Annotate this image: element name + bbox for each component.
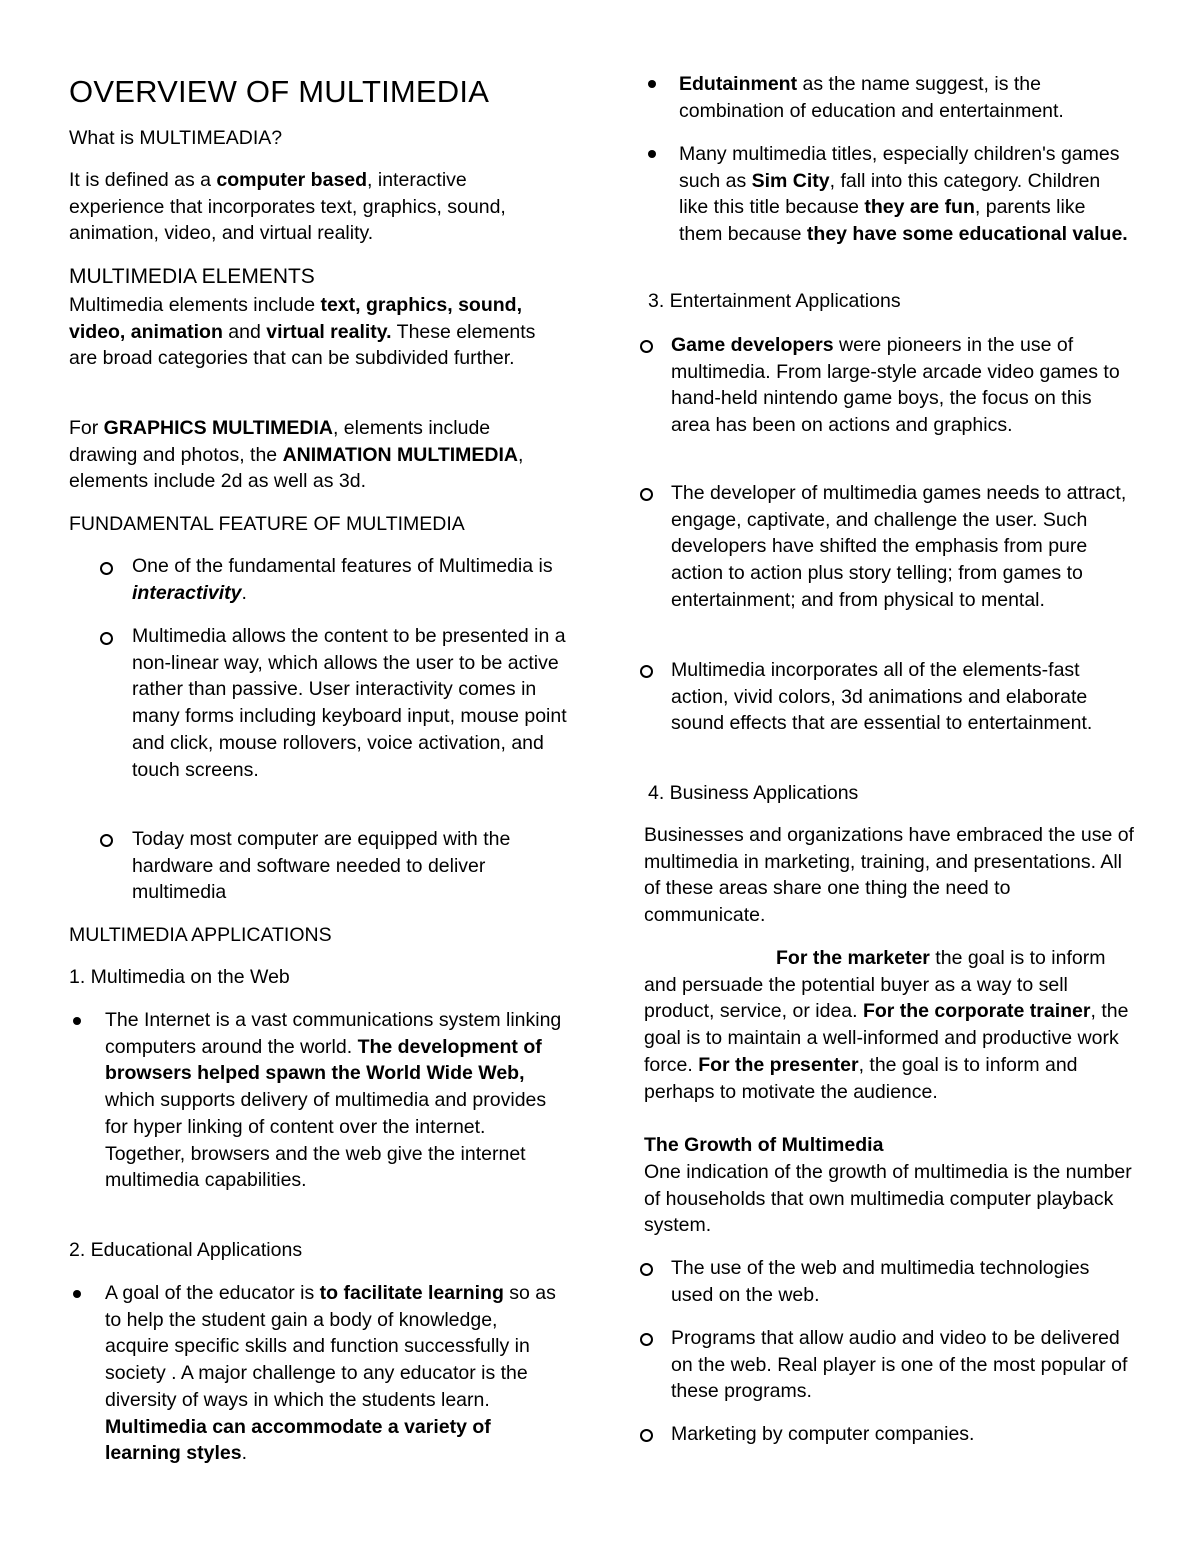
entertainment-item-3: Multimedia incorporates all of the elements-fast action, vivid colors, 3d animations and elaborate sound effects that are essential to entertainment. — [671, 659, 1093, 735]
growth-heading: The Growth of Multimedia — [644, 1134, 884, 1156]
web-heading: 1. Multimedia on the Web — [69, 966, 290, 988]
ring-bullet-icon — [640, 665, 653, 678]
bullet-dot-icon — [648, 150, 656, 158]
bullet-dot-icon — [73, 1290, 81, 1298]
business-paragraph: Businesses and organizations have embraced the use of multimedia in marketing, training, and presentations. All of these areas share one thing the need to communicate. — [644, 824, 1134, 927]
edutainment-item: Edutainment as the name suggest, is the combination of education and entertainment. — [679, 73, 1064, 122]
graphics-paragraph: For GRAPHICS MULTIMEDIA, elements include drawing and photos, the ANIMATION MULTIMEDIA, elements include 2d as well as 3d. — [69, 417, 524, 493]
entertainment-heading: 3. Entertainment Applications — [648, 290, 901, 312]
growth-paragraph: One indication of the growth of multimedia is the number of households that own multimedia computer playback system. — [644, 1161, 1132, 1237]
growth-item-3: Marketing by computer companies. — [671, 1423, 975, 1445]
ring-bullet-icon — [640, 488, 653, 501]
feature-heading: FUNDAMENTAL FEATURE OF MULTIMEDIA — [69, 513, 465, 535]
entertainment-item-2: The developer of multimedia games needs to attract, engage, captivate, and challenge the user. Such developers have shifted the emphasis from pure action to action plus story telling; from games to entertainment; and from physical to mental. — [671, 482, 1127, 611]
ring-bullet-icon — [640, 1429, 653, 1442]
definition-paragraph: It is defined as a computer based, interactive experience that incorporates text, graphics, sound, animation, video, and virtual reality. — [69, 169, 506, 245]
bullet-dot-icon — [73, 1017, 81, 1025]
business-heading: 4. Business Applications — [648, 782, 859, 804]
web-item: The Internet is a vast communications system linking computers around the world. The development of browsers helped spawn the World Wide Web, which supports delivery of multimedia and provides for hyper linking of content over the internet. Together, browsers and the web give the internet multimedia capabilities. — [105, 1009, 562, 1192]
educational-heading: 2. Educational Applications — [69, 1239, 303, 1261]
document-title: OVERVIEW OF MULTIMEDIA — [69, 74, 490, 109]
elements-heading: MULTIMEDIA ELEMENTS — [69, 265, 315, 288]
entertainment-item-1: Game developers were pioneers in the use of multimedia. From large-style arcade video games to hand-held nintendo game boys, the focus on this area has been on actions and graphics. — [671, 334, 1120, 437]
feature-item-1: One of the fundamental features of Multimedia is interactivity. — [132, 555, 553, 604]
ring-bullet-icon — [640, 340, 653, 353]
question-line: What is MULTIMEADIA? — [69, 127, 283, 149]
feature-item-2: Multimedia allows the content to be presented in a non-linear way, which allows the user to be active rather than passive. User interactivity comes in many forms including keyboard input, mouse point and click, mouse rollovers, voice activation, and touch screens. — [132, 625, 567, 781]
ring-bullet-icon — [640, 1333, 653, 1346]
ring-bullet-icon — [640, 1263, 653, 1276]
growth-item-2: Programs that allow audio and video to be delivered on the web. Real player is one of the most popular of these programs. — [671, 1327, 1128, 1403]
feature-item-3: Today most computer are equipped with the hardware and software needed to deliver multimedia — [132, 828, 511, 904]
elements-paragraph: Multimedia elements include text, graphics, sound, video, animation and virtual reality. These elements are broad categories that can be subdivided further. — [69, 294, 536, 370]
ring-bullet-icon — [100, 834, 113, 847]
ring-bullet-icon — [100, 562, 113, 575]
goals-paragraph: For the marketer the goal is to inform and persuade the potential buyer as a way to sell product, service, or idea. For the corporate trainer, the goal is to maintain a well-informed and productive work force. For the presenter, the goal is to inform and perhaps to motivate the audience. — [644, 947, 1129, 1103]
bullet-dot-icon — [648, 80, 656, 88]
educational-item: A goal of the educator is to facilitate learning so as to help the student gain a body of knowledge, acquire specific skills and function successfully in society . A major challenge to any educator is the diversity of ways in which the students learn. Multimedia can accommodate a variety of learning styles. — [105, 1282, 556, 1465]
growth-item-1: The use of the web and multimedia technologies used on the web. — [671, 1257, 1090, 1306]
ring-bullet-icon — [100, 632, 113, 645]
applications-heading: MULTIMEDIA APPLICATIONS — [69, 924, 332, 946]
titles-item: Many multimedia titles, especially children's games such as Sim City, fall into this category. Children like this title because they are fun, parents like them because they have some educational value. — [679, 143, 1128, 246]
